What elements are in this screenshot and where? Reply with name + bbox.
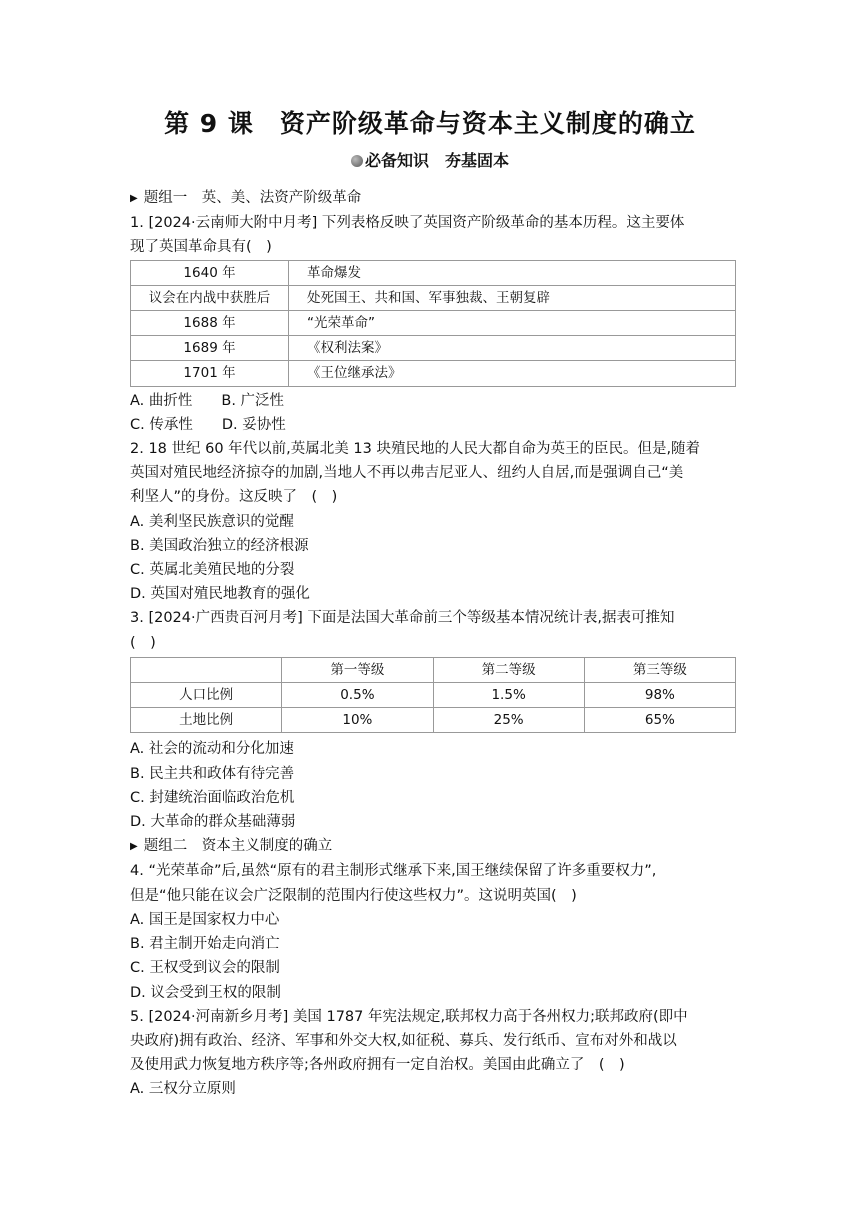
question-1-line: 1. [2024·云南师大附中月考] 下列表格反映了英国资产阶级革命的基本历程。这主要体: [130, 215, 685, 232]
bullet-dot-icon: [351, 155, 363, 167]
table-cell: 1701 年: [131, 361, 289, 386]
table-cell: 《王位继承法》: [289, 361, 736, 386]
table-cell: 《权利法案》: [289, 336, 736, 361]
table-cell: 议会在内战中获胜后: [131, 285, 289, 310]
answer-option-b: B. 君主制开始走向消亡: [130, 936, 280, 953]
table-row: [131, 683, 736, 708]
table-cell: 1640 年: [131, 260, 289, 285]
group-heading-text: 题组二 资本主义制度的确立: [143, 838, 333, 855]
answer-option-d: D. 英国对殖民地教育的强化: [130, 586, 310, 603]
table-cell: 处死国王、共和国、军事独裁、王朝复辟: [289, 285, 736, 310]
lesson-title: 第 9 课 资产阶级革命与资本主义制度的确立: [164, 109, 696, 138]
question-5-line: 及使用武力恢复地方秩序等;各州政府拥有一定自治权。美国由此确立了 ( ): [130, 1057, 625, 1074]
answer-option-a: A. 三权分立原则: [130, 1081, 236, 1098]
table-cell: 土地比例: [131, 708, 282, 733]
answer-option-a: A. 国王是国家权力中心: [130, 911, 280, 928]
banner-text: 必备知识 夯基固本: [364, 151, 509, 170]
section-banner: [0, 148, 860, 171]
question-5-line: 央政府)拥有政治、经济、军事和外交大权,如征税、募兵、发行纸币、宣布对外和战以: [130, 1032, 677, 1049]
table-cell: 65%: [584, 708, 735, 733]
triangle-icon: ▶: [130, 841, 138, 853]
question-3-table: [130, 657, 736, 734]
answer-option-c: C. 英属北美殖民地的分裂: [130, 562, 295, 579]
table-cell: 25%: [433, 708, 584, 733]
answer-options: C. 传承性 D. 妥协性: [130, 416, 286, 433]
table-row: [131, 311, 736, 336]
table-cell: 1.5%: [433, 683, 584, 708]
table-cell: “光荣革命”: [289, 311, 736, 336]
table-cell: 10%: [282, 708, 433, 733]
question-2-line: 利坚人”的身份。这反映了 ( ): [130, 489, 338, 506]
question-3-line: 3. [2024·广西贵百河月考] 下面是法国大革命前三个等级基本情况统计表,据表可推知: [130, 610, 675, 627]
answer-option-b: B. 美国政治独立的经济根源: [130, 537, 309, 554]
table-row: [131, 708, 736, 733]
table-header-cell: 第一等级: [282, 657, 433, 682]
table-cell: 98%: [584, 683, 735, 708]
question-2-line: 2. 18 世纪 60 年代以前,英属北美 13 块殖民地的人民大都自命为英王的臣民。但是,随着: [130, 441, 701, 458]
question-2-line: 英国对殖民地经济掠夺的加剧,当地人不再以弗吉尼亚人、纽约人自居,而是强调自己“美: [130, 465, 684, 482]
table-cell: 革命爆发: [289, 260, 736, 285]
question-1-table: [130, 260, 736, 387]
question-4-line: 4. “光荣革命”后,虽然“原有的君主制形式继承下来,国王继续保留了许多重要权力”,: [130, 863, 657, 880]
answer-option-c: C. 封建统治面临政治危机: [130, 789, 295, 806]
answer-option-b: B. 民主共和政体有待完善: [130, 765, 295, 782]
answer-option-d: D. 大革命的群众基础薄弱: [130, 814, 296, 831]
answer-option-d: D. 议会受到王权的限制: [130, 984, 281, 1001]
content: [130, 186, 736, 1102]
table-row: [131, 361, 736, 386]
answer-option-a: A. 社会的流动和分化加速: [130, 741, 294, 758]
table-cell: 1689 年: [131, 336, 289, 361]
question-3-line: ( ): [130, 634, 156, 651]
table-header-row: [131, 657, 736, 682]
group-heading: [130, 186, 736, 211]
table-row: [131, 285, 736, 310]
table-header-cell: 第二等级: [433, 657, 584, 682]
table-row: [131, 336, 736, 361]
triangle-icon: ▶: [130, 193, 138, 204]
group-heading-text: 题组一 英、美、法资产阶级革命: [143, 190, 362, 206]
answer-option-c: C. 王权受到议会的限制: [130, 960, 280, 977]
question-1-line: 现了英国革命具有( ): [130, 239, 272, 256]
question-5-line: 5. [2024·河南新乡月考] 美国 1787 年宪法规定,联邦权力高于各州权力;联邦政府(即中: [130, 1008, 688, 1025]
table-header-cell: [131, 657, 282, 682]
answer-option-a: A. 美利坚民族意识的觉醒: [130, 513, 294, 530]
table-header-cell: 第三等级: [584, 657, 735, 682]
table-row: [131, 260, 736, 285]
table-cell: 人口比例: [131, 683, 282, 708]
table-cell: 1688 年: [131, 311, 289, 336]
question-4-line: 但是“他只能在议会广泛限制的范围内行使这些权力”。这说明英国( ): [130, 887, 577, 904]
table-cell: 0.5%: [282, 683, 433, 708]
answer-options: A. 曲折性 B. 广泛性: [130, 392, 285, 409]
group-heading: [130, 834, 736, 859]
